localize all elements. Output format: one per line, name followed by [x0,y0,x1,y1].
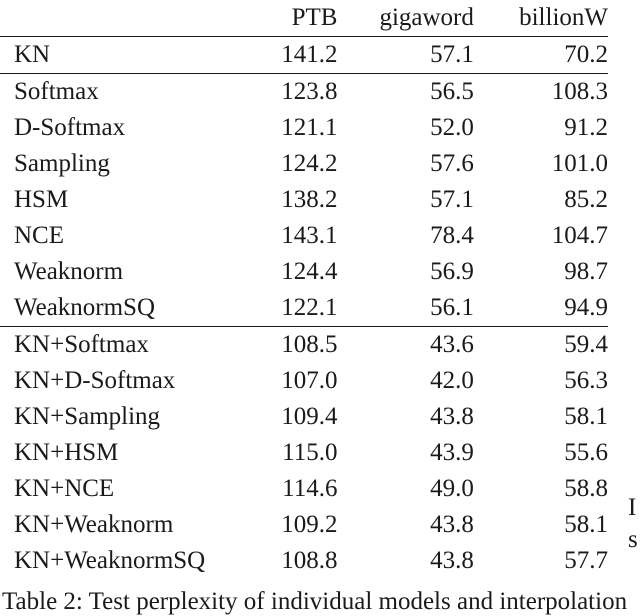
ptb-cell: 122.1 [281,294,338,321]
table-row [0,543,608,579]
model-cell: Weaknorm [14,258,124,285]
table-row [0,182,608,218]
model-cell: KN+WeaknormSQ [14,547,206,574]
model-cell: KN+NCE [14,475,115,502]
table-row [0,399,608,435]
gigaword-cell: 78.4 [430,222,474,249]
table-row [0,218,608,254]
ptb-cell: 124.2 [281,150,338,177]
side-text-line-1: I [628,494,637,521]
billionw-cell: 57.7 [564,547,608,574]
header-ptb: PTB [291,4,338,31]
model-cell: KN+Softmax [0,327,234,364]
table-row [0,363,608,399]
gigaword-cell: 43.9 [430,439,474,466]
billionw-cell: 91.2 [564,114,608,141]
model-cell: Sampling [14,150,110,177]
model-cell: KN+Sampling [14,403,161,430]
billionw-cell: 85.2 [564,186,608,213]
billionw-cell: 101.0 [551,150,608,177]
gigaword-cell: 42.0 [430,367,474,394]
table-caption: Table 2: Test perplexity of individual models and interpolation [2,588,628,615]
gigaword-cell: 56.5 [337,74,473,111]
model-cell: KN+HSM [14,439,119,466]
table-row [0,435,608,471]
table-row [0,110,608,146]
gigaword-cell: 57.6 [430,150,474,177]
model-cell: KN+D-Softmax [14,367,176,394]
gigaword-cell: 43.8 [430,403,474,430]
billionw-cell: 104.7 [551,222,608,249]
ptb-cell: 107.0 [281,367,338,394]
header-billionw: billionW [519,4,608,31]
table-row [0,37,608,74]
gigaword-cell: 56.1 [430,294,474,321]
table-row [0,254,608,290]
table-row [0,471,608,507]
billionw-cell: 58.1 [564,403,608,430]
ptb-cell: 141.2 [234,37,338,74]
header-gigaword: gigaword [379,4,474,31]
gigaword-cell: 43.8 [430,511,474,538]
model-cell: NCE [14,222,64,249]
gigaword-cell: 57.1 [337,37,473,74]
gigaword-cell: 43.6 [337,327,473,364]
ptb-cell: 108.8 [281,547,338,574]
ptb-cell: 109.2 [281,511,338,538]
model-cell: D-Softmax [14,114,126,141]
billionw-cell: 58.1 [564,511,608,538]
header-model [0,0,234,37]
header-row [0,0,608,37]
table-row [0,327,608,364]
ptb-cell: 143.1 [281,222,338,249]
model-cell: HSM [14,186,69,213]
table-row [0,74,608,111]
billionw-cell: 55.6 [564,439,608,466]
gigaword-cell: 57.1 [430,186,474,213]
billionw-cell: 98.7 [564,258,608,285]
billionw-cell: 108.3 [474,74,608,111]
ptb-cell: 121.1 [281,114,338,141]
side-text-line-2: s [628,526,638,553]
model-cell: Softmax [0,74,234,111]
billionw-cell: 70.2 [474,37,608,74]
ptb-cell: 108.5 [234,327,338,364]
table-header [0,0,608,37]
ptb-cell: 114.6 [282,475,338,502]
ptb-cell: 115.0 [282,439,338,466]
billionw-cell: 56.3 [564,367,608,394]
ptb-cell: 123.8 [234,74,338,111]
billionw-cell: 58.8 [564,475,608,502]
table-row [0,507,608,543]
gigaword-cell: 52.0 [430,114,474,141]
ptb-cell: 109.4 [281,403,338,430]
model-cell: WeaknormSQ [14,294,156,321]
gigaword-cell: 49.0 [430,475,474,502]
ptb-cell: 124.4 [281,258,338,285]
billionw-cell: 59.4 [474,327,608,364]
gigaword-cell: 43.8 [430,547,474,574]
billionw-cell: 94.9 [564,294,608,321]
gigaword-cell: 56.9 [430,258,474,285]
table-row [0,146,608,182]
model-cell: KN [0,37,234,74]
table-body [0,37,608,580]
ptb-cell: 138.2 [281,186,338,213]
table-row [0,290,608,327]
model-cell: KN+Weaknorm [14,511,174,538]
